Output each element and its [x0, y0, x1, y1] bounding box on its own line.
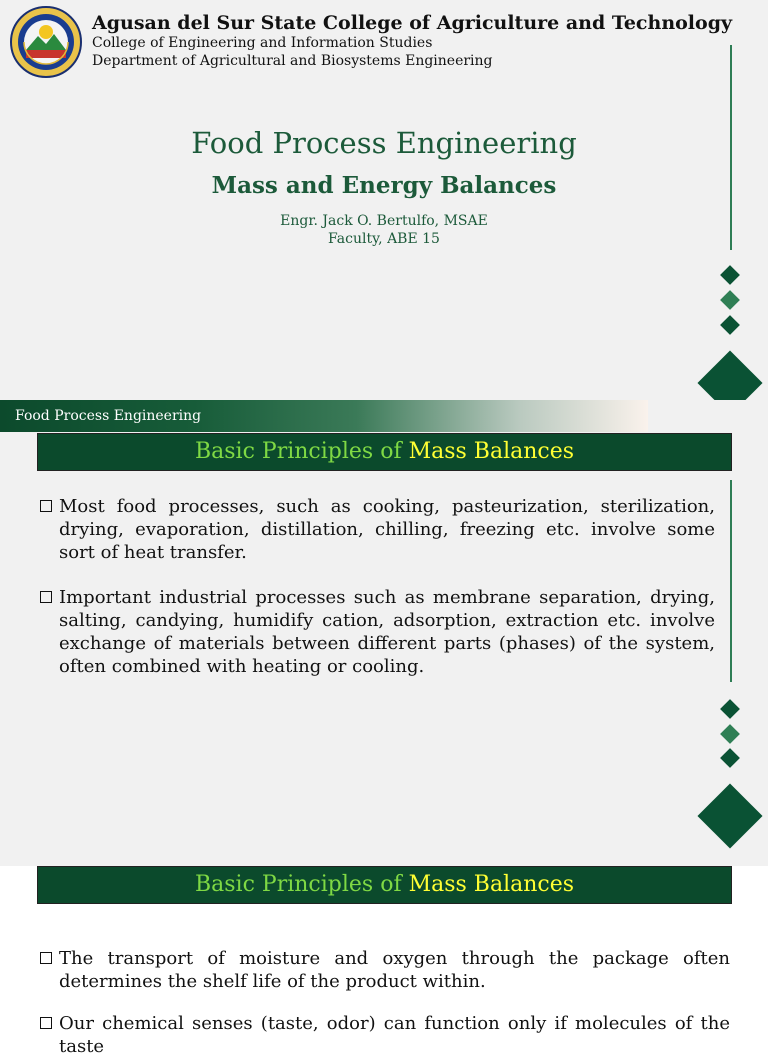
bullet-text: Most food processes, such as cooking, pasteurization, sterilization, drying, evaporation, distillation, chilling, freezing etc. involve some sort of heat transfer. — [59, 496, 715, 563]
heading-part-yellow: Mass Balances — [408, 439, 575, 464]
lecture-title: Mass and Energy Balances — [211, 172, 557, 199]
slide-heading — [37, 433, 732, 471]
bullet-item — [37, 586, 715, 678]
department-name: Department of Agricultural and Biosystems Engineering — [92, 53, 493, 69]
diamond-icon — [720, 315, 740, 335]
checkbox-bullet-icon — [40, 952, 52, 964]
title-slide — [0, 0, 768, 433]
decorative-vertical-line — [730, 45, 732, 250]
section-banner — [0, 400, 648, 432]
bullet-item — [37, 1012, 730, 1058]
diamond-icon — [720, 724, 740, 744]
content-slide-1 — [0, 400, 768, 866]
bullet-item — [37, 495, 715, 564]
heading-part-green: Basic Principles of — [194, 439, 409, 464]
college-name: College of Engineering and Information Studies — [92, 35, 433, 51]
diamond-icon — [720, 748, 740, 768]
content-slide-2 — [0, 866, 768, 1057]
checkbox-bullet-icon — [40, 500, 52, 512]
decorative-vertical-line — [730, 480, 732, 682]
banner-text: Food Process Engineering — [15, 408, 202, 424]
heading-part-yellow: Mass Balances — [408, 872, 575, 897]
bullet-text: The transport of moisture and oxygen through the package often determines the shelf life of the product within. — [59, 948, 730, 992]
institution-name: Agusan del Sur State College of Agriculture and Technology — [92, 12, 733, 34]
checkbox-bullet-icon — [40, 1017, 52, 1029]
checkbox-bullet-icon — [40, 591, 52, 603]
bullet-text: Our chemical senses (taste, odor) can function only if molecules of the taste — [59, 1013, 730, 1057]
large-diamond-icon — [697, 783, 762, 848]
author-role: Faculty, ABE 15 — [328, 231, 440, 247]
college-seal-logo — [10, 6, 82, 78]
diamond-icon — [720, 699, 740, 719]
bullet-item — [37, 947, 730, 993]
heading-part-green: Basic Principles of — [194, 872, 409, 897]
diamond-icon — [720, 265, 740, 285]
author-name: Engr. Jack O. Bertulfo, MSAE — [280, 213, 488, 229]
bullet-text: Important industrial processes such as membrane separation, drying, salting, candying, humidify cation, adsorption, extraction etc. involve exchange of materials between different parts (phases) of the system, often combined with heating or cooling. — [59, 587, 715, 677]
diamond-icon — [720, 290, 740, 310]
course-title: Food Process Engineering — [191, 126, 577, 160]
slide-heading — [37, 866, 732, 904]
